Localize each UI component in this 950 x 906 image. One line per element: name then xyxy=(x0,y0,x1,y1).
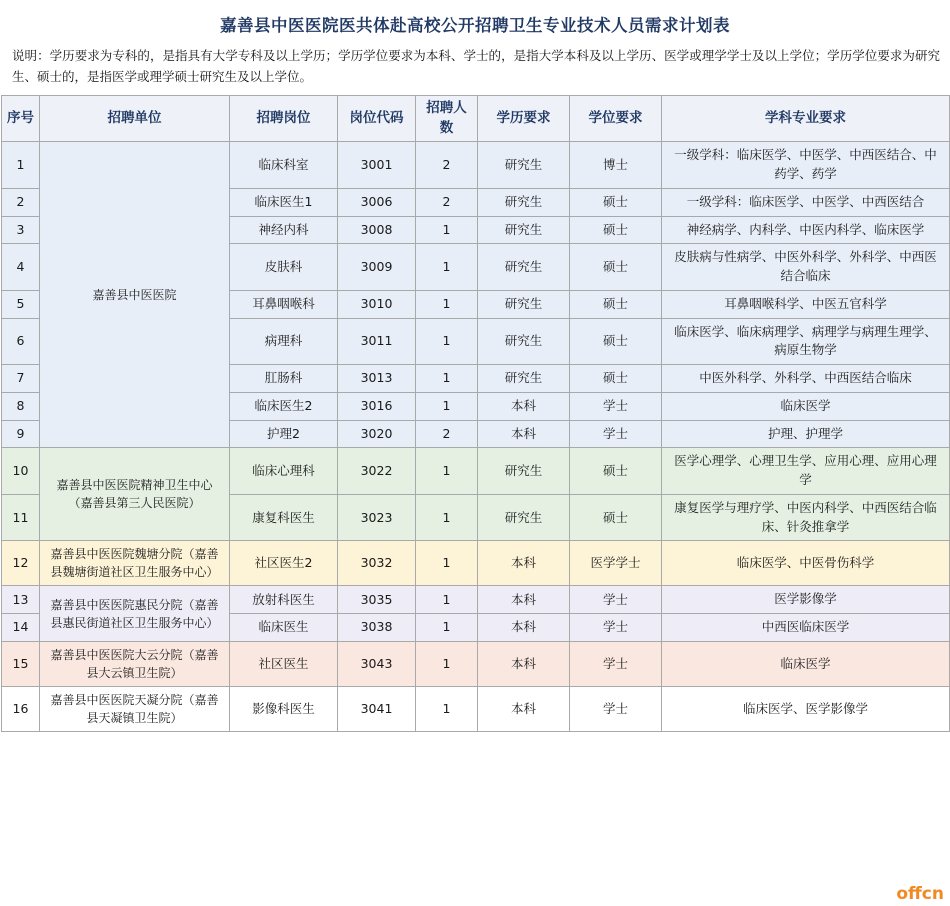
cell-degree: 学士 xyxy=(570,420,662,448)
cell-no: 16 xyxy=(2,686,40,731)
cell-count: 1 xyxy=(416,494,478,541)
cell-no: 8 xyxy=(2,392,40,420)
cell-degree: 学士 xyxy=(570,686,662,731)
cell-post: 社区医生2 xyxy=(230,541,338,586)
cell-post: 神经内科 xyxy=(230,216,338,244)
cell-education: 研究生 xyxy=(478,318,570,365)
cell-degree: 学士 xyxy=(570,614,662,642)
cell-code: 3023 xyxy=(338,494,416,541)
table-header-row xyxy=(2,96,950,142)
cell-no: 12 xyxy=(2,541,40,586)
cell-count: 2 xyxy=(416,142,478,189)
table-body xyxy=(2,142,950,732)
cell-code: 3020 xyxy=(338,420,416,448)
cell-post: 临床医生 xyxy=(230,614,338,642)
cell-major: 临床医学 xyxy=(662,392,950,420)
cell-post: 临床医生1 xyxy=(230,188,338,216)
instruction-note: 说明：学历要求为专科的，是指具有大学专科及以上学历；学历学位要求为本科、学士的，是指大学本科及以上学历、医学或理学学士及以上学位；学历学位要求为研究生、硕士的，是指医学或理学硕士研究生及以上学位。 xyxy=(12,48,940,84)
cell-code: 3013 xyxy=(338,365,416,393)
column-header-code: 岗位代码 xyxy=(338,96,416,142)
cell-code: 3010 xyxy=(338,290,416,318)
cell-education: 本科 xyxy=(478,586,570,614)
column-header-post: 招聘岗位 xyxy=(230,96,338,142)
cell-major: 康复医学与理疗学、中医内科学、中西医结合临床、针灸推拿学 xyxy=(662,494,950,541)
cell-degree: 硕士 xyxy=(570,290,662,318)
cell-education: 研究生 xyxy=(478,142,570,189)
column-header-no: 序号 xyxy=(2,96,40,142)
cell-education: 本科 xyxy=(478,392,570,420)
cell-education: 本科 xyxy=(478,541,570,586)
cell-code: 3001 xyxy=(338,142,416,189)
cell-post: 影像科医生 xyxy=(230,686,338,731)
cell-post: 临床医生2 xyxy=(230,392,338,420)
cell-code: 3008 xyxy=(338,216,416,244)
cell-count: 1 xyxy=(416,318,478,365)
cell-unit: 嘉善县中医医院惠民分院（嘉善县惠民街道社区卫生服务中心） xyxy=(40,586,230,642)
cell-no: 15 xyxy=(2,641,40,686)
cell-degree: 学士 xyxy=(570,586,662,614)
recruitment-plan-table xyxy=(1,95,950,732)
cell-unit: 嘉善县中医医院魏塘分院（嘉善县魏塘街道社区卫生服务中心） xyxy=(40,541,230,586)
cell-degree: 硕士 xyxy=(570,365,662,393)
cell-major: 一级学科：临床医学、中医学、中西医结合、中药学、药学 xyxy=(662,142,950,189)
cell-code: 3041 xyxy=(338,686,416,731)
cell-major: 临床医学 xyxy=(662,641,950,686)
cell-post: 肛肠科 xyxy=(230,365,338,393)
cell-education: 本科 xyxy=(478,686,570,731)
cell-degree: 博士 xyxy=(570,142,662,189)
column-header-education: 学历要求 xyxy=(478,96,570,142)
cell-degree: 硕士 xyxy=(570,244,662,291)
cell-major: 一级学科：临床医学、中医学、中西医结合 xyxy=(662,188,950,216)
cell-unit: 嘉善县中医医院精神卫生中心（嘉善县第三人民医院） xyxy=(40,448,230,541)
cell-post: 社区医生 xyxy=(230,641,338,686)
cell-no: 9 xyxy=(2,420,40,448)
cell-major: 临床医学、临床病理学、病理学与病理生理学、病原生物学 xyxy=(662,318,950,365)
cell-count: 1 xyxy=(416,216,478,244)
cell-count: 1 xyxy=(416,686,478,731)
cell-code: 3035 xyxy=(338,586,416,614)
cell-degree: 学士 xyxy=(570,392,662,420)
cell-no: 14 xyxy=(2,614,40,642)
cell-degree: 硕士 xyxy=(570,494,662,541)
cell-count: 1 xyxy=(416,392,478,420)
cell-major: 耳鼻咽喉科学、中医五官科学 xyxy=(662,290,950,318)
cell-major: 皮肤病与性病学、中医外科学、外科学、中西医结合临床 xyxy=(662,244,950,291)
cell-education: 本科 xyxy=(478,641,570,686)
cell-post: 护理2 xyxy=(230,420,338,448)
cell-count: 1 xyxy=(416,541,478,586)
cell-post: 皮肤科 xyxy=(230,244,338,291)
cell-major: 中医外科学、外科学、中西医结合临床 xyxy=(662,365,950,393)
cell-major: 临床医学、医学影像学 xyxy=(662,686,950,731)
cell-post: 临床科室 xyxy=(230,142,338,189)
cell-degree: 学士 xyxy=(570,641,662,686)
cell-no: 2 xyxy=(2,188,40,216)
watermark-logo: offcn xyxy=(896,884,944,904)
cell-no: 3 xyxy=(2,216,40,244)
cell-unit: 嘉善县中医医院大云分院（嘉善县大云镇卫生院） xyxy=(40,641,230,686)
cell-no: 11 xyxy=(2,494,40,541)
cell-count: 1 xyxy=(416,244,478,291)
cell-count: 2 xyxy=(416,420,478,448)
cell-post: 放射科医生 xyxy=(230,586,338,614)
cell-education: 研究生 xyxy=(478,494,570,541)
cell-education: 研究生 xyxy=(478,244,570,291)
cell-count: 1 xyxy=(416,614,478,642)
cell-count: 1 xyxy=(416,290,478,318)
cell-count: 1 xyxy=(416,641,478,686)
column-header-unit: 招聘单位 xyxy=(40,96,230,142)
cell-count: 1 xyxy=(416,586,478,614)
column-header-count: 招聘人数 xyxy=(416,96,478,142)
cell-degree: 硕士 xyxy=(570,188,662,216)
table-row xyxy=(2,448,950,495)
cell-major: 医学影像学 xyxy=(662,586,950,614)
cell-no: 6 xyxy=(2,318,40,365)
cell-code: 3009 xyxy=(338,244,416,291)
cell-education: 研究生 xyxy=(478,448,570,495)
cell-major: 护理、护理学 xyxy=(662,420,950,448)
table-row xyxy=(2,586,950,614)
cell-major: 中西医临床医学 xyxy=(662,614,950,642)
cell-degree: 硕士 xyxy=(570,318,662,365)
cell-unit: 嘉善县中医医院天凝分院（嘉善县天凝镇卫生院） xyxy=(40,686,230,731)
cell-no: 7 xyxy=(2,365,40,393)
cell-code: 3043 xyxy=(338,641,416,686)
cell-count: 2 xyxy=(416,188,478,216)
cell-post: 康复科医生 xyxy=(230,494,338,541)
cell-post: 耳鼻咽喉科 xyxy=(230,290,338,318)
table-row xyxy=(2,641,950,686)
cell-major: 临床医学、中医骨伤科学 xyxy=(662,541,950,586)
cell-education: 研究生 xyxy=(478,188,570,216)
cell-education: 研究生 xyxy=(478,365,570,393)
cell-education: 本科 xyxy=(478,420,570,448)
cell-degree: 硕士 xyxy=(570,448,662,495)
cell-no: 10 xyxy=(2,448,40,495)
cell-unit: 嘉善县中医医院 xyxy=(40,142,230,448)
table-row xyxy=(2,686,950,731)
column-header-major: 学科专业要求 xyxy=(662,96,950,142)
cell-major: 医学心理学、心理卫生学、应用心理、应用心理学 xyxy=(662,448,950,495)
cell-education: 本科 xyxy=(478,614,570,642)
cell-major: 神经病学、内科学、中医内科学、临床医学 xyxy=(662,216,950,244)
cell-count: 1 xyxy=(416,448,478,495)
cell-degree: 医学学士 xyxy=(570,541,662,586)
cell-education: 研究生 xyxy=(478,216,570,244)
cell-code: 3032 xyxy=(338,541,416,586)
cell-code: 3011 xyxy=(338,318,416,365)
cell-code: 3006 xyxy=(338,188,416,216)
cell-code: 3022 xyxy=(338,448,416,495)
cell-no: 4 xyxy=(2,244,40,291)
cell-code: 3016 xyxy=(338,392,416,420)
page-title: 嘉善县中医医院医共体赴高校公开招聘卫生专业技术人员需求计划表 xyxy=(220,16,730,35)
cell-count: 1 xyxy=(416,365,478,393)
cell-code: 3038 xyxy=(338,614,416,642)
cell-degree: 硕士 xyxy=(570,216,662,244)
column-header-degree: 学位要求 xyxy=(570,96,662,142)
cell-no: 13 xyxy=(2,586,40,614)
cell-no: 1 xyxy=(2,142,40,189)
table-row xyxy=(2,541,950,586)
cell-post: 病理科 xyxy=(230,318,338,365)
cell-education: 研究生 xyxy=(478,290,570,318)
cell-no: 5 xyxy=(2,290,40,318)
cell-post: 临床心理科 xyxy=(230,448,338,495)
table-row xyxy=(2,142,950,189)
